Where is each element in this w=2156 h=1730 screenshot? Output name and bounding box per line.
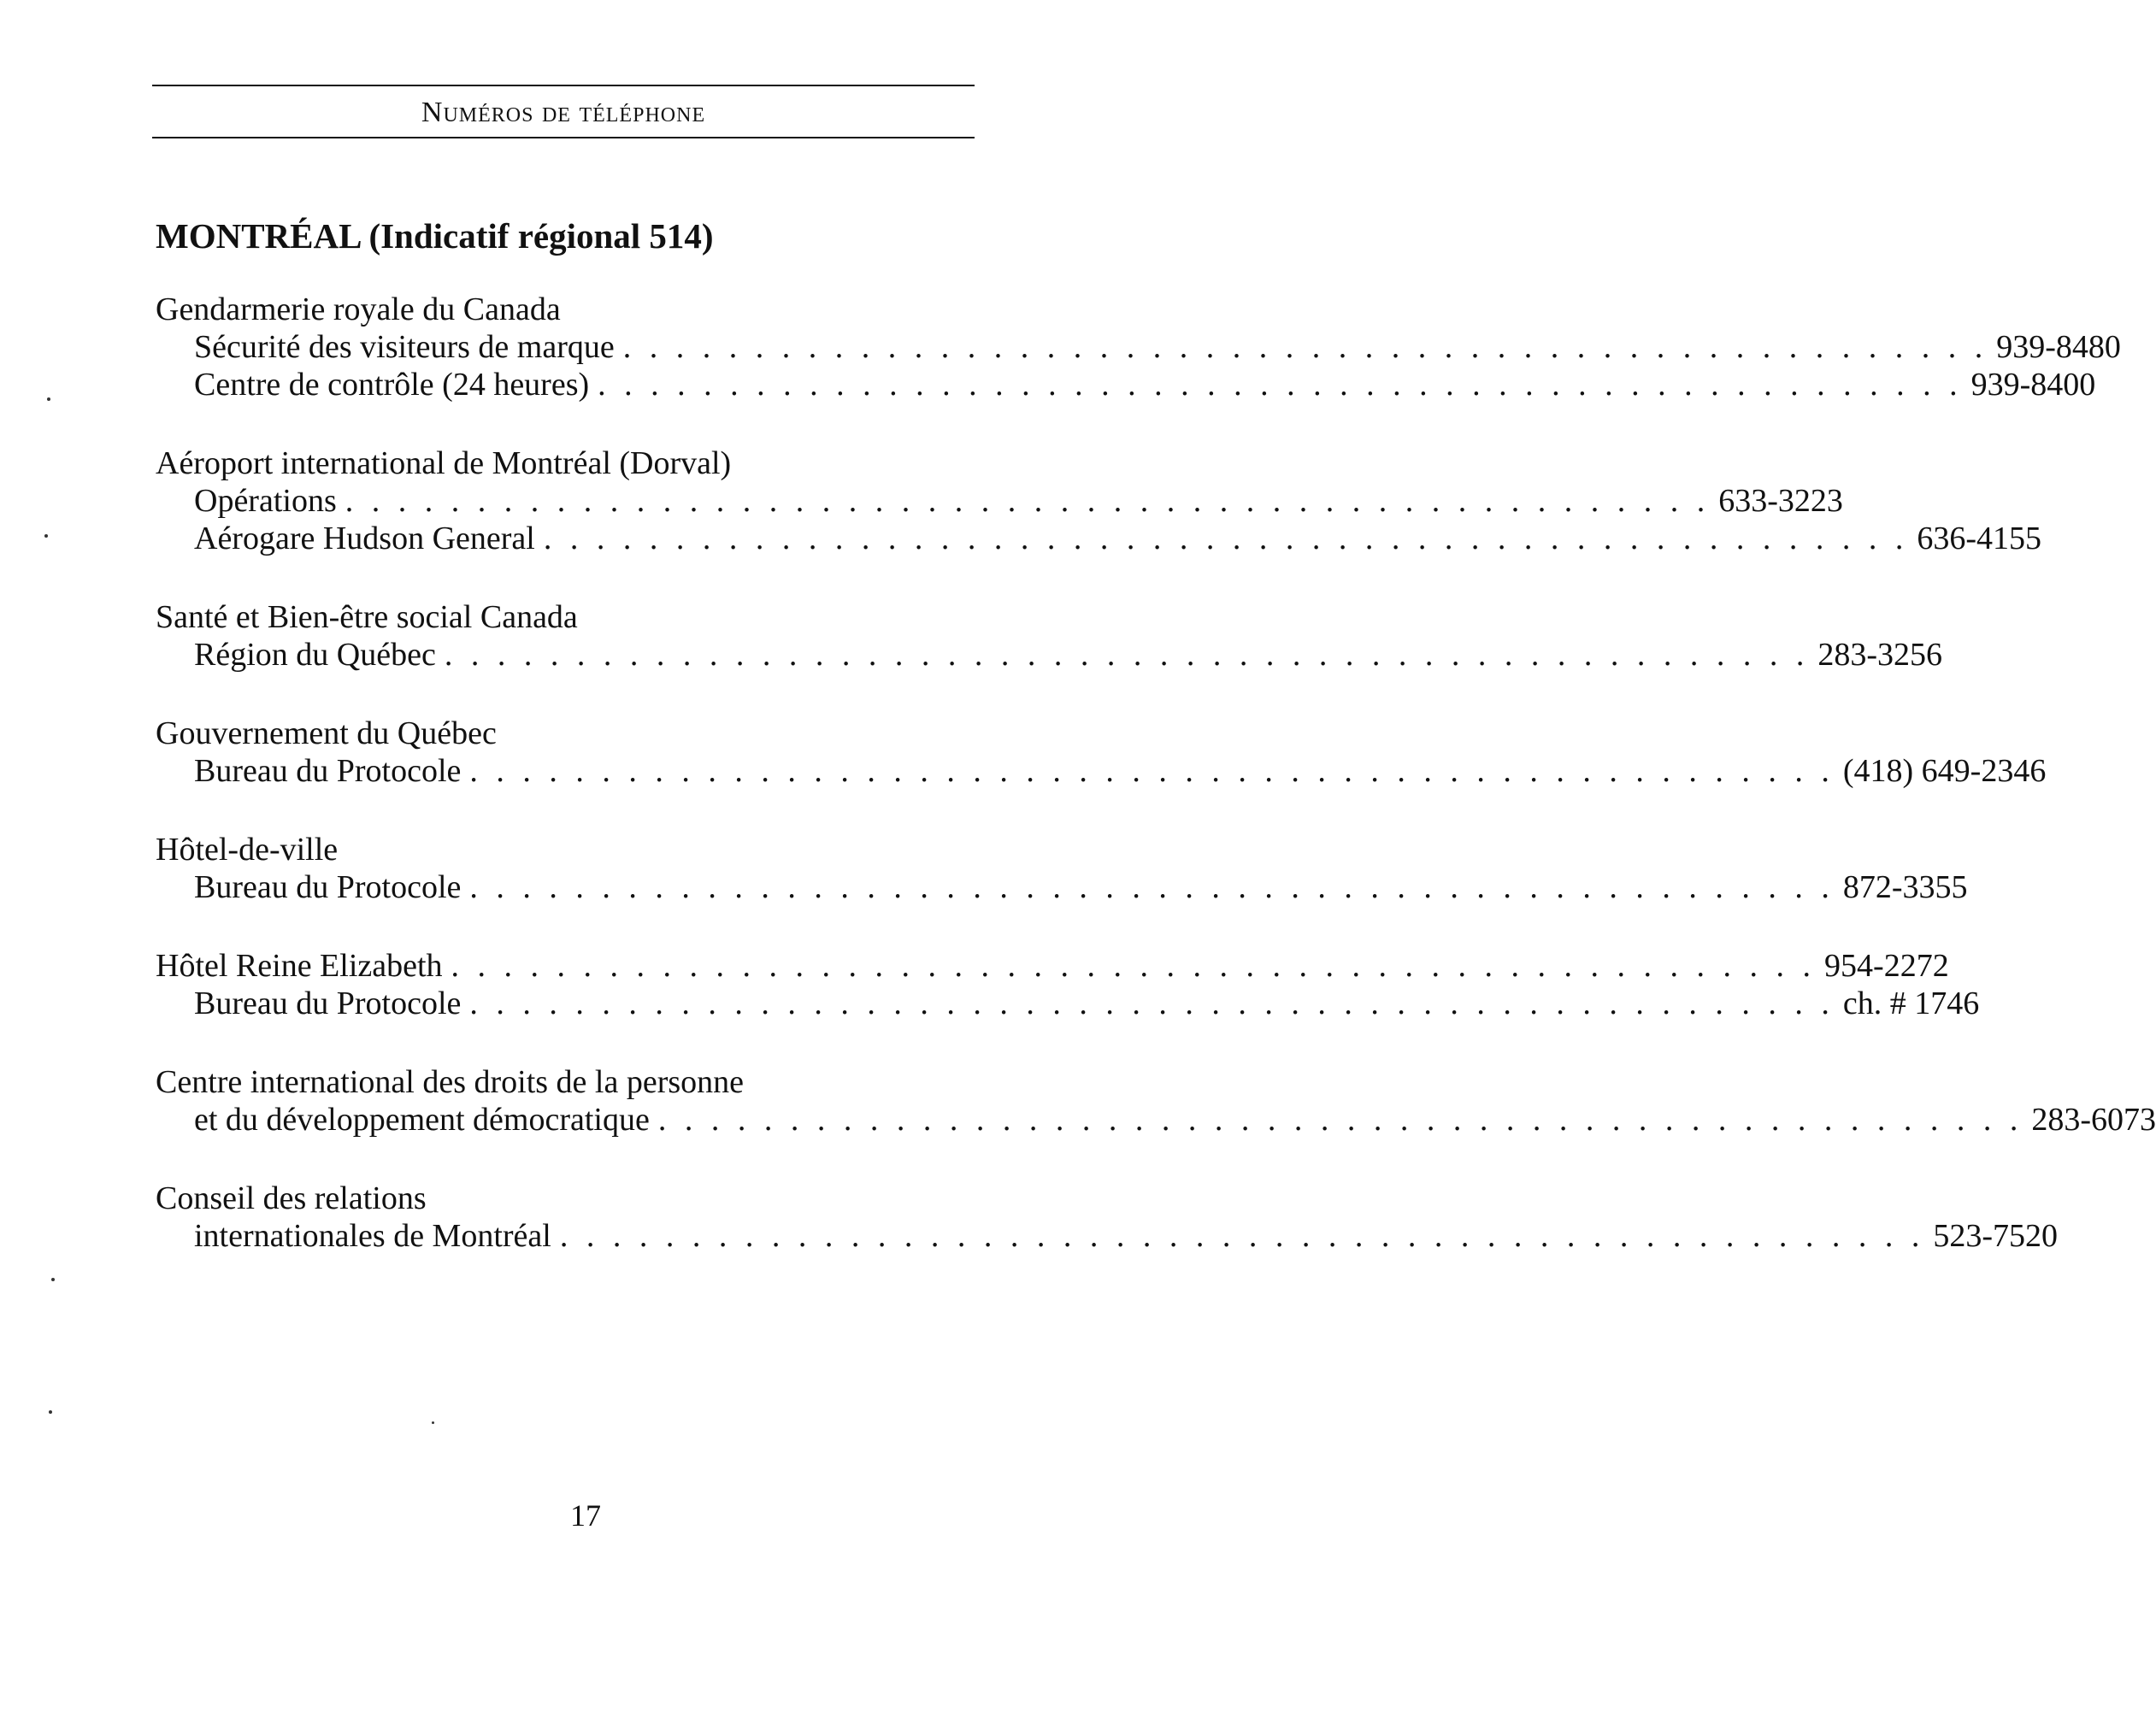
entry-heading-line: [156, 1180, 985, 1217]
entry-line: [156, 1217, 2059, 1255]
phone-number: 954-2272: [1824, 948, 1949, 984]
phone-number: 283-3256: [1817, 637, 1942, 673]
directory-entry: [156, 291, 2121, 403]
entry-label: Opérations: [194, 483, 337, 519]
directory-entry: [156, 1180, 2059, 1255]
dot-leader: . . . . . . . . . . . . . . . . . . . . . . . . . . . . . . . . . . . . . . . . . . . . . . . . . . . .: [469, 869, 1835, 905]
directory-entry: [156, 444, 2041, 557]
entry-heading: Aéroport international de Montréal (Dorval): [156, 445, 732, 481]
dot-leader: . . . . . . . . . . . . . . . . . . . . . . . . . . . . . . . . . . . . . . . . . . . . . . . . . . . .: [444, 637, 1810, 673]
entry-label: Centre de contrôle (24 heures): [194, 367, 590, 403]
entry-line: [156, 1101, 2156, 1139]
entry-heading-line: [156, 291, 985, 328]
entry-label: Sécurité des visiteurs de marque: [194, 329, 615, 365]
header-rule-bottom: [152, 137, 975, 138]
page-number: 17: [570, 1498, 601, 1533]
entry-heading-line: [156, 715, 985, 752]
directory-entry: [156, 947, 1980, 1022]
entry-label: Région du Québec: [194, 637, 436, 673]
entry-label: Aérogare Hudson General: [194, 521, 535, 556]
directory-entry: [156, 1063, 2156, 1139]
dot-leader: . . . . . . . . . . . . . . . . . . . . . . . . . . . . . . . . . . . . . . . . . . . . . . . . . . . .: [657, 1102, 2023, 1138]
dot-leader: . . . . . . . . . . . . . . . . . . . . . . . . . . . . . . . . . . . . . . . . . . . . . . . . . . . .: [622, 329, 1988, 365]
entry-heading: Hôtel Reine Elizabeth: [156, 948, 443, 984]
entry-line: [156, 482, 1843, 520]
running-head-text: Numéros de téléphone: [421, 97, 706, 128]
dot-leader: . . . . . . . . . . . . . . . . . . . . . . . . . . . . . . . . . . . . . . . . . . . . . . . . . . . .: [469, 753, 1835, 789]
phone-number: 872-3355: [1842, 869, 1968, 905]
dot-leader: . . . . . . . . . . . . . . . . . . . . . . . . . . . . . . . . . . . . . . . . . . . . . . . . . . . .: [469, 986, 1835, 1021]
dot-leader: . . . . . . . . . . . . . . . . . . . . . . . . . . . . . . . . . . . . . . . . . . . . . . . . . . . .: [598, 367, 1963, 403]
entry-heading: Conseil des relations: [156, 1180, 427, 1216]
entry-label: Bureau du Protocole: [194, 869, 462, 905]
phone-number: ch. # 1746: [1842, 986, 1980, 1021]
entry-heading: Gendarmerie royale du Canada: [156, 291, 561, 327]
phone-number: 636-4155: [1917, 521, 2041, 556]
entry-line: [156, 520, 2041, 557]
phone-number: 939-8480: [1996, 329, 2121, 365]
entry-line: [156, 752, 2047, 790]
entry-line: [156, 366, 2096, 403]
entry-heading-line: [156, 831, 985, 868]
entry-heading-line: [156, 947, 1949, 985]
phone-number: 633-3223: [1718, 483, 1843, 519]
header-rule-top: [152, 85, 975, 86]
phone-directory-list: [156, 291, 2156, 1296]
entry-heading-line: [156, 598, 985, 636]
entry-label: internationales de Montréal: [194, 1218, 551, 1254]
entry-line: [156, 868, 1968, 906]
entry-line: [156, 985, 1980, 1022]
scan-speck: [44, 534, 48, 538]
scan-speck: [47, 397, 50, 401]
entry-heading: Gouvernement du Québec: [156, 715, 497, 751]
entry-heading: Santé et Bien-être social Canada: [156, 599, 578, 635]
directory-entry: [156, 831, 1968, 906]
directory-entry: [156, 598, 1942, 674]
entry-heading: Hôtel-de-ville: [156, 832, 339, 868]
dot-leader: . . . . . . . . . . . . . . . . . . . . . . . . . . . . . . . . . . . . . . . . . . . . . . . . . . . .: [559, 1218, 1925, 1254]
scan-speck: [432, 1421, 434, 1424]
entry-label: Bureau du Protocole: [194, 753, 462, 789]
phone-number: 523-7520: [1933, 1218, 2059, 1254]
dot-leader: . . . . . . . . . . . . . . . . . . . . . . . . . . . . . . . . . . . . . . . . . . . . . . . . . . . .: [543, 521, 1909, 556]
entry-heading-line: [156, 444, 985, 482]
phone-number: 939-8400: [1970, 367, 2096, 403]
phone-number: (418) 649-2346: [1842, 753, 2047, 789]
entry-heading-line: [156, 1063, 985, 1101]
scan-speck: [51, 1278, 55, 1281]
entry-line: [156, 328, 2121, 366]
dot-leader: . . . . . . . . . . . . . . . . . . . . . . . . . . . . . . . . . . . . . . . . . . . . . . . . . . . .: [451, 948, 1817, 984]
entry-heading: Centre international des droits de la personne: [156, 1064, 745, 1100]
entry-line: [156, 636, 1942, 674]
dot-leader: . . . . . . . . . . . . . . . . . . . . . . . . . . . . . . . . . . . . . . . . . . . . . . . . . . . .: [345, 483, 1711, 519]
entry-label: Bureau du Protocole: [194, 986, 462, 1021]
phone-number: 283-6073: [2031, 1102, 2156, 1138]
running-head: [152, 97, 975, 129]
entry-label: et du développement démocratique: [194, 1102, 650, 1138]
scan-speck: [49, 1410, 52, 1414]
section-title: MONTRÉAL (Indicatif régional 514): [156, 216, 714, 256]
directory-entry: [156, 715, 2047, 790]
